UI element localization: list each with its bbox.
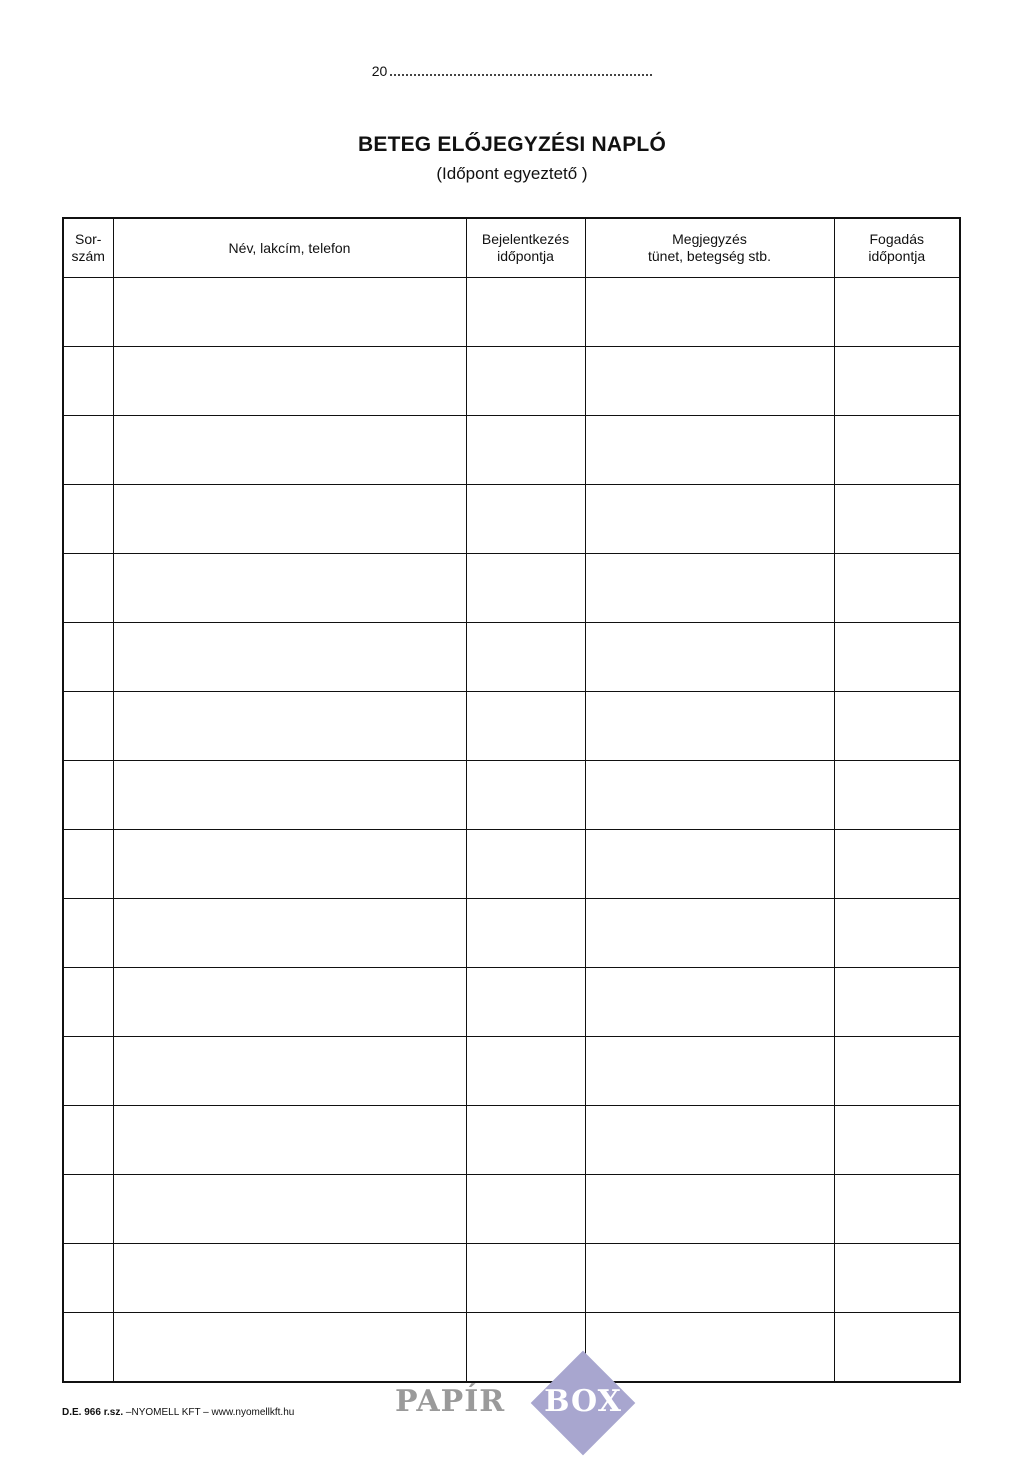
cell-notes[interactable] (585, 1106, 834, 1175)
cell-reception-time[interactable] (834, 761, 960, 830)
cell-name-address-phone[interactable] (113, 1037, 466, 1106)
cell-reception-time[interactable] (834, 692, 960, 761)
cell-notes[interactable] (585, 692, 834, 761)
cell-reception-time[interactable] (834, 1037, 960, 1106)
cell-notes[interactable] (585, 1037, 834, 1106)
cell-notes[interactable] (585, 1244, 834, 1313)
page-subtitle: (Időpont egyeztető ) (436, 164, 588, 183)
cell-notes[interactable] (585, 968, 834, 1037)
year-fill-line[interactable] (390, 62, 652, 76)
cell-serial[interactable] (63, 1106, 113, 1175)
cell-reception-time[interactable] (834, 1313, 960, 1383)
cell-reception-time[interactable] (834, 1175, 960, 1244)
footer-publisher: –NYOMELL KFT – www.nyomellkft.hu (123, 1407, 295, 1418)
cell-notes[interactable] (585, 830, 834, 899)
cell-reception-time[interactable] (834, 347, 960, 416)
cell-reception-time[interactable] (834, 623, 960, 692)
cell-notes[interactable] (585, 623, 834, 692)
table-row (63, 416, 960, 485)
cell-registration-time[interactable] (466, 485, 585, 554)
cell-registration-time[interactable] (466, 1244, 585, 1313)
year-line (0, 62, 1024, 79)
cell-registration-time[interactable] (466, 968, 585, 1037)
table-row (63, 761, 960, 830)
cell-serial[interactable] (63, 830, 113, 899)
cell-registration-time[interactable] (466, 347, 585, 416)
table-row (63, 623, 960, 692)
cell-serial[interactable] (63, 554, 113, 623)
cell-serial[interactable] (63, 416, 113, 485)
cell-registration-time[interactable] (466, 416, 585, 485)
footer-code: D.E. 966 r.sz. (62, 1407, 124, 1418)
cell-serial[interactable] (63, 623, 113, 692)
cell-name-address-phone[interactable] (113, 485, 466, 554)
page-title: BETEG ELŐJEGYZÉSI NAPLÓ (358, 133, 666, 156)
table-row (63, 1175, 960, 1244)
cell-registration-time[interactable] (466, 623, 585, 692)
cell-notes[interactable] (585, 554, 834, 623)
table-row (63, 1037, 960, 1106)
cell-name-address-phone[interactable] (113, 1244, 466, 1313)
watermark-text-box: BOX (544, 1384, 622, 1419)
year-prefix: 20 (371, 63, 388, 79)
cell-registration-time[interactable] (466, 554, 585, 623)
table-row (63, 899, 960, 968)
cell-serial[interactable] (63, 485, 113, 554)
table-row (63, 1244, 960, 1313)
table-row (63, 485, 960, 554)
table-row (63, 278, 960, 347)
cell-registration-time[interactable] (466, 692, 585, 761)
cell-serial[interactable] (63, 899, 113, 968)
cell-notes[interactable] (585, 761, 834, 830)
table-row (63, 1106, 960, 1175)
cell-registration-time[interactable] (466, 1037, 585, 1106)
watermark-text-papir: PAPÍR (395, 1384, 506, 1419)
cell-serial[interactable] (63, 1244, 113, 1313)
cell-name-address-phone[interactable] (113, 623, 466, 692)
cell-reception-time[interactable] (834, 554, 960, 623)
cell-name-address-phone[interactable] (113, 278, 466, 347)
table-row (63, 692, 960, 761)
cell-serial[interactable] (63, 761, 113, 830)
cell-serial[interactable] (63, 692, 113, 761)
cell-name-address-phone[interactable] (113, 1106, 466, 1175)
table-row (63, 830, 960, 899)
cell-serial[interactable] (63, 1037, 113, 1106)
cell-name-address-phone[interactable] (113, 830, 466, 899)
col-header-serial: Sor- szám (63, 218, 113, 278)
papirbox-watermark (395, 1350, 655, 1460)
cell-registration-time[interactable] (466, 1175, 585, 1244)
cell-name-address-phone[interactable] (113, 761, 466, 830)
cell-serial[interactable] (63, 1175, 113, 1244)
cell-notes[interactable] (585, 1175, 834, 1244)
cell-reception-time[interactable] (834, 278, 960, 347)
cell-name-address-phone[interactable] (113, 1175, 466, 1244)
table-row (63, 347, 960, 416)
cell-registration-time[interactable] (466, 899, 585, 968)
cell-reception-time[interactable] (834, 899, 960, 968)
cell-reception-time[interactable] (834, 1244, 960, 1313)
cell-name-address-phone[interactable] (113, 554, 466, 623)
cell-name-address-phone[interactable] (113, 899, 466, 968)
cell-reception-time[interactable] (834, 1106, 960, 1175)
cell-registration-time[interactable] (466, 761, 585, 830)
cell-reception-time[interactable] (834, 416, 960, 485)
cell-serial[interactable] (63, 347, 113, 416)
cell-name-address-phone[interactable] (113, 416, 466, 485)
cell-notes[interactable] (585, 899, 834, 968)
cell-reception-time[interactable] (834, 485, 960, 554)
cell-reception-time[interactable] (834, 968, 960, 1037)
table-row (63, 554, 960, 623)
col-header-reception-time: Fogadás időpontja (834, 218, 960, 278)
cell-name-address-phone[interactable] (113, 968, 466, 1037)
cell-name-address-phone[interactable] (113, 347, 466, 416)
cell-name-address-phone[interactable] (113, 692, 466, 761)
col-header-name-address-phone: Név, lakcím, telefon (113, 218, 466, 278)
cell-registration-time[interactable] (466, 830, 585, 899)
cell-serial[interactable] (63, 278, 113, 347)
table-header-row (63, 218, 960, 278)
cell-serial[interactable] (63, 1313, 113, 1383)
col-header-notes: Megjegyzés tünet, betegség stb. (585, 218, 834, 278)
cell-notes[interactable] (585, 416, 834, 485)
appointment-log-table (62, 217, 961, 1383)
cell-registration-time[interactable] (466, 278, 585, 347)
cell-notes[interactable] (585, 278, 834, 347)
footer-imprint (62, 1407, 294, 1418)
cell-serial[interactable] (63, 968, 113, 1037)
cell-reception-time[interactable] (834, 830, 960, 899)
cell-notes[interactable] (585, 347, 834, 416)
cell-registration-time[interactable] (466, 1106, 585, 1175)
cell-notes[interactable] (585, 485, 834, 554)
table-row (63, 968, 960, 1037)
col-header-registration-time: Bejelentkezés időpontja (466, 218, 585, 278)
